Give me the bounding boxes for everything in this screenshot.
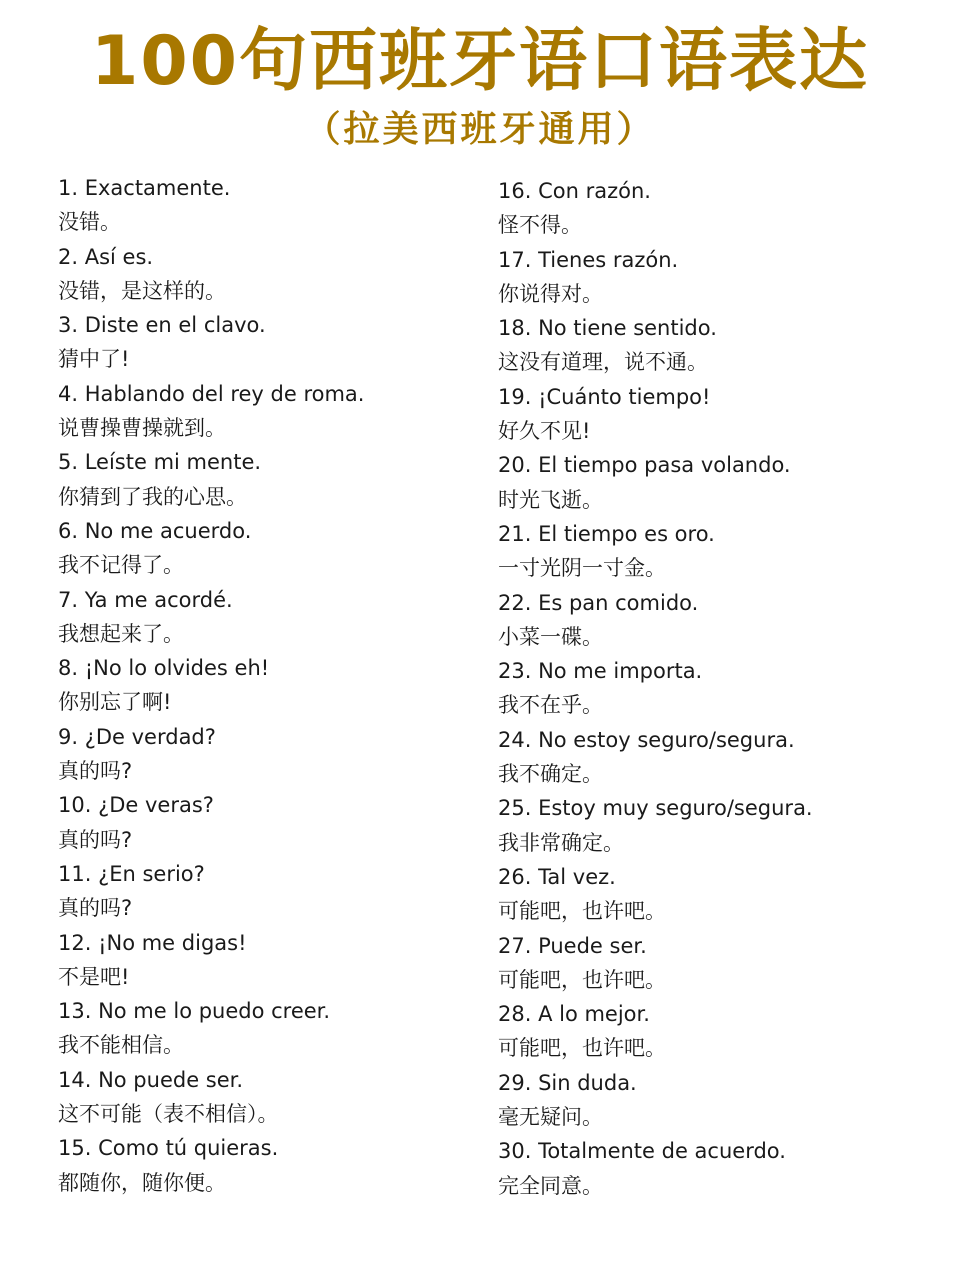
phrase-spanish: 9. ¿De verdad? [58,724,216,749]
phrase-chinese: 没错。 [58,210,121,235]
phrase-chinese: 没错，是这样的。 [58,278,226,303]
phrase-chinese: 我不在乎。 [498,693,603,718]
phrase-chinese: 我不能相信。 [58,1033,184,1058]
phrase-chinese: 真的吗? [58,896,133,921]
phrase-spanish: 16. Con razón. [498,179,651,203]
phrase-spanish: 1. Exactamente. [58,176,231,200]
page-subtitle: （拉美西班牙通用） [304,109,656,150]
phrase-chinese: 我非常确定。 [498,830,624,855]
phrase-spanish: 10. ¿De veras? [58,793,214,818]
phrase-spanish: 22. Es pan comido. [498,590,699,615]
phrase-chinese: 不是吧! [58,964,130,989]
phrase-chinese: 时光飞逝。 [498,487,603,512]
phrase-spanish: 19. ¡Cuánto tiempo! [498,384,711,409]
phrase-spanish: 13. No me lo puedo creer. [58,999,331,1024]
phrase-chinese: 好久不见! [498,419,591,444]
phrase-chinese: 这没有道理，说不通。 [498,350,708,375]
phrase-spanish: 6. No me acuerdo. [58,518,252,543]
phrase-chinese: 小菜一碟。 [498,624,603,649]
phrase-spanish: 23. No me importa. [498,659,703,684]
phrase-spanish: 28. A lo mejor. [498,1002,650,1027]
phrase-chinese: 完全同意。 [498,1173,603,1198]
phrase-spanish: 27. Puede ser. [498,933,647,958]
phrase-spanish: 8. ¡No lo olvides eh! [58,656,270,681]
phrase-chinese: 你说得对。 [498,281,603,306]
phrase-chinese: 一寸光阴一寸金。 [498,556,666,581]
phrase-spanish: 26. Tal vez. [498,864,616,889]
page-title: 100句西班牙语口语表达 [91,22,869,101]
phrase-spanish: 17. Tienes razón. [498,247,679,272]
phrase-chinese: 你别忘了啊! [58,690,172,715]
phrase-spanish: 29. Sin duda. [498,1070,637,1095]
phrase-spanish: 2. Así es. [58,244,154,269]
phrase-chinese: 真的吗? [58,759,133,784]
phrase-chinese: 猜中了! [58,347,130,372]
phrase-spanish: 20. El tiempo pasa volando. [498,453,791,478]
phrase-spanish: 21. El tiempo es oro. [498,521,715,546]
phrase-chinese: 我想起来了。 [58,621,184,646]
phrase-chinese: 可能吧，也许吧。 [498,899,666,924]
phrase-spanish: 3. Diste en el clavo. [58,313,266,338]
phrase-chinese: 可能吧，也许吧。 [498,967,666,992]
phrase-chinese: 真的吗? [58,827,133,852]
phrase-spanish: 11. ¿En serio? [58,861,205,886]
phrase-spanish: 18. No tiene sentido. [498,316,717,341]
phrase-column-left [58,171,498,1200]
phrase-spanish: 12. ¡No me digas! [58,930,247,955]
phrase-column-right [498,174,938,1203]
phrase-spanish: 25. Estoy muy seguro/segura. [498,796,813,821]
phrase-chinese: 说曹操曹操就到。 [58,416,226,441]
phrase-spanish: 7. Ya me acordé. [58,587,233,612]
phrase-spanish: 5. Leíste mi mente. [58,450,262,475]
phrase-chinese: 我不记得了。 [58,553,184,578]
phrase-chinese: 可能吧，也许吧。 [498,1036,666,1061]
phrase-chinese: 怪不得。 [498,213,582,238]
phrase-chinese: 都随你，随你便。 [58,1170,226,1195]
phrase-spanish: 4. Hablando del rey de roma. [58,381,365,406]
phrase-chinese: 这不可能（表不相信）。 [58,1102,279,1127]
phrase-spanish: 30. Totalmente de acuerdo. [498,1139,786,1164]
phrase-spanish: 14. No puede ser. [58,1067,244,1092]
phrase-chinese: 你猜到了我的心思。 [58,484,247,509]
phrase-chinese: 毫无疑问。 [498,1105,603,1130]
phrase-chinese: 我不确定。 [498,762,603,787]
phrase-spanish: 24. No estoy seguro/segura. [498,727,795,752]
phrase-spanish: 15. Como tú quieras. [58,1136,279,1161]
